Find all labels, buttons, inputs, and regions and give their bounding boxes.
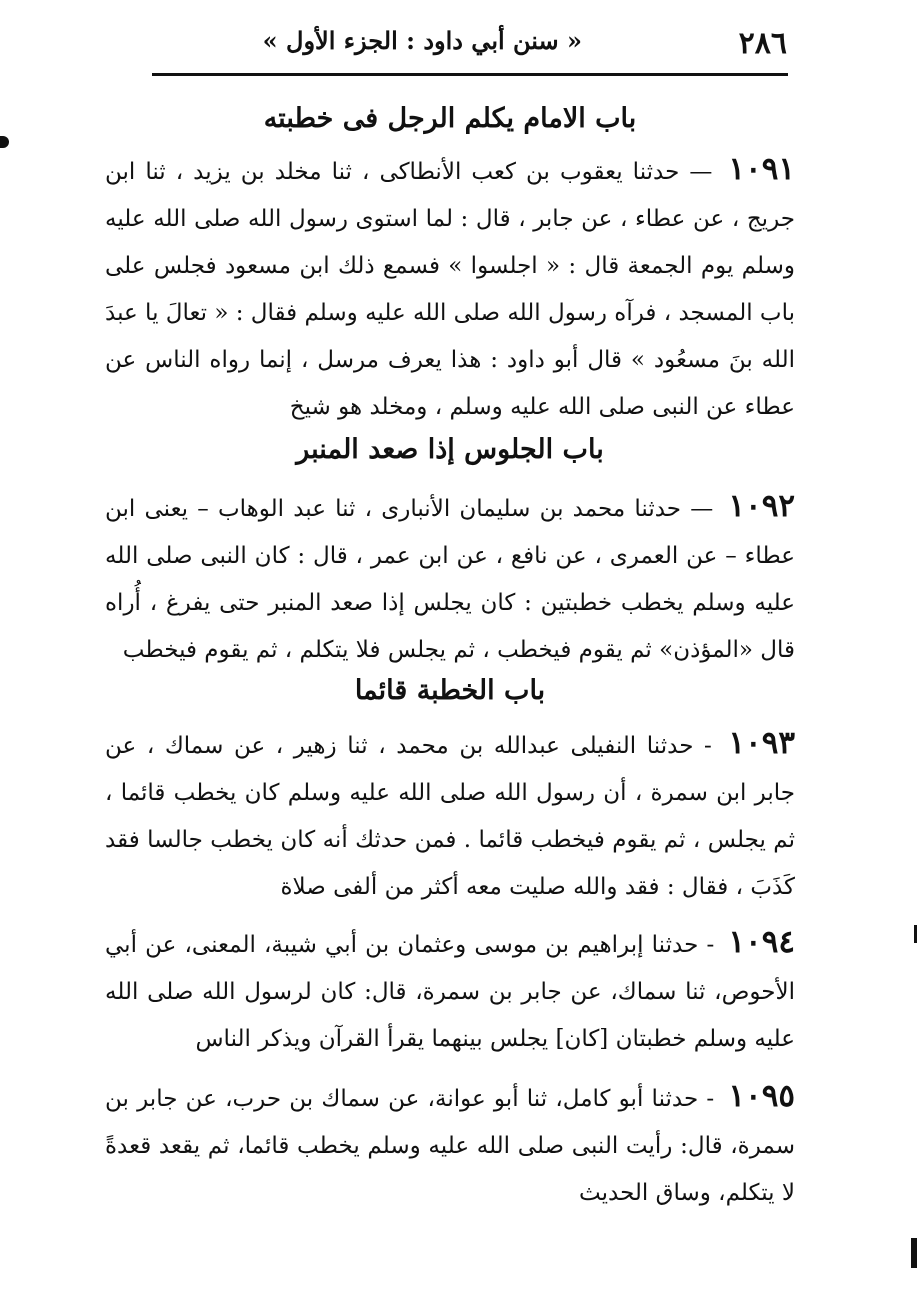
hadith-text: — حدثنا يعقوب بن كعب الأنطاكى ، ثنا مخلد بن يزيد ، ثنا ابن جريج ، عن عطاء ، عن جابر ، قال : لما استوى رسول الله صلى الله عليه وسلم يوم الجمعة قال : « اجلسوا » فسمع ذلك ابن مسعود فجلس على باب المسجد ، فرآه رسول الله صلى الله عليه وسلم فقال : « تعالَ يا عبدَ الله بنَ مسعُود » قال أبو داود : هذا يعرف مرسل ، إنما رواه الناس عن عطاء عن النبى صلى الله عليه وسلم ، ومخلد هو شيخ: [105, 159, 795, 420]
chapter-heading: باب الخطبة قائما: [354, 675, 546, 706]
hadith-number: ١٠٩٥: [728, 1078, 796, 1114]
hadith-text: - حدثنا إبراهيم بن موسى وعثمان بن أبي شيبة، المعنى، عن أبي الأحوص، ثنا سماك، عن جابر بن سمرة، قال: كان لرسول الله صلى الله عليه وسلم خطبتان [كان] يجلس بينهما يقرأ القرآن ويذكر الناس: [105, 932, 795, 1052]
running-header: [152, 20, 787, 76]
hadith-number: ١٠٩٣: [728, 725, 795, 761]
hadith-text: - حدثنا النفيلى عبدالله بن محمد ، ثنا زهير ، عن سماك ، عن جابر ابن سمرة ، أن رسول الله صلى الله عليه وسلم كان يخطب قائما ، ثم يجلس ، ثم يقوم فيخطب قائما . فمن حدثك أنه كان يخطب جالسا فقد كَذَبَ ، فقال : فقد والله صليت معه أكثر من ألفى صلاة: [105, 733, 795, 900]
chapter-heading: باب الجلوس إذا صعد المنبر: [296, 434, 604, 465]
hadith-paragraph: [105, 720, 795, 911]
hadith-number: ١٠٩١: [728, 151, 796, 187]
page-number: ٢٨٦: [738, 26, 787, 61]
running-title: « سنن أبي داود : الجزء الأول »: [262, 26, 582, 55]
header-rule: [152, 73, 788, 76]
page-body: [105, 92, 795, 1217]
scan-edge-mark: [0, 136, 9, 148]
hadith-paragraph: [105, 146, 795, 431]
hadith-paragraph: [105, 483, 795, 674]
chapter-heading: باب الامام يكلم الرجل فى خطبته: [263, 103, 637, 134]
hadith-paragraph: [105, 919, 795, 1063]
hadith-text: — حدثنا محمد بن سليمان الأنبارى ، ثنا عبد الوهاب – يعنى ابن عطاء – عن العمرى ، عن نافع ، عن ابن عمر ، قال : كان النبى صلى الله عليه وسلم يخطب خطبتين : كان يجلس إذا صعد المنبر حتى يفرغ ، أُراه قال «المؤذن» ثم يقوم فيخطب ، ثم يجلس فلا يتكلم ، ثم يقوم فيخطب: [105, 496, 795, 663]
hadith-number: ١٠٩٢: [728, 488, 796, 524]
hadith-text: - حدثنا أبو كامل، ثنا أبو عوانة، عن سماك بن حرب، عن جابر بن سمرة، قال: رأيت النبى صلى الله عليه وسلم يخطب قائما، ثم يقعد قعدةً لا يتكلم، وساق الحديث: [105, 1086, 795, 1206]
hadith-paragraph: [105, 1073, 795, 1217]
scan-edge-mark: [911, 1238, 917, 1268]
hadith-number: ١٠٩٤: [728, 924, 796, 960]
